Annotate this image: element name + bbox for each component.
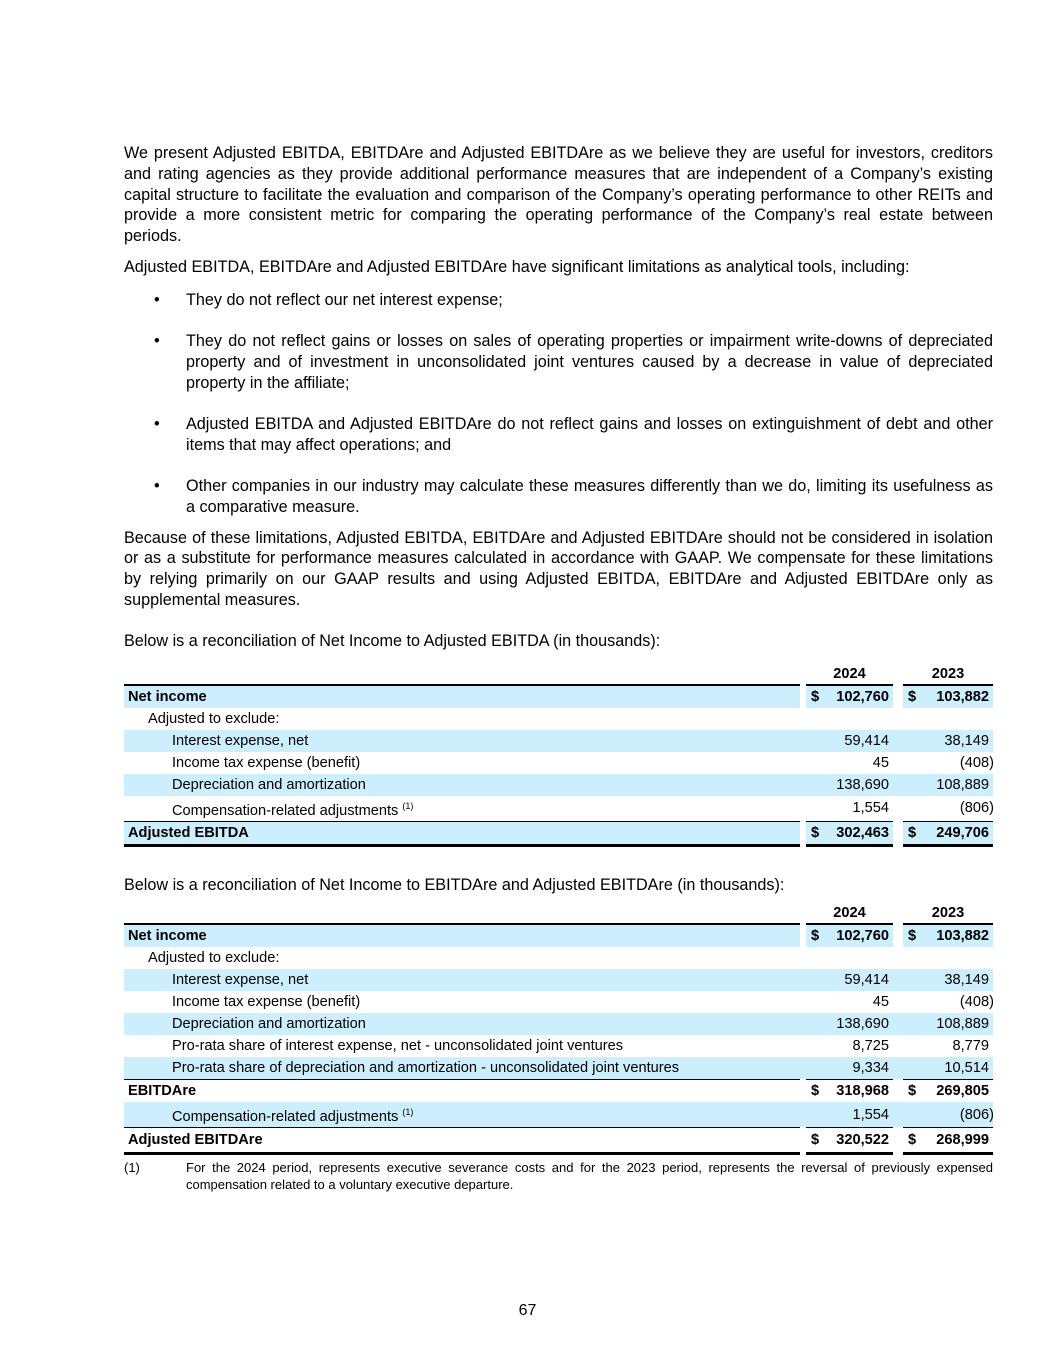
row-label: Net income: [124, 684, 800, 708]
row-label: Net income: [124, 923, 800, 947]
bullet-icon: •: [154, 332, 160, 351]
value-2024: 138,690: [836, 1016, 889, 1033]
footnote-marker: (1): [124, 1160, 140, 1176]
row-label: Depreciation and amortization: [124, 1013, 800, 1035]
table-row-subtotal: [124, 1079, 993, 1102]
list-item: • They do not reflect our net interest expense;: [154, 290, 503, 309]
footnote-reference: (1): [402, 1107, 414, 1118]
row-label: Pro-rata share of depreciation and amortization - unconsolidated joint ventures: [124, 1057, 800, 1079]
row-label: Adjusted to exclude:: [148, 950, 280, 967]
value-2023: 268,999: [936, 1132, 989, 1149]
limitations-list: [124, 290, 993, 518]
row-label: Interest expense, net: [124, 969, 800, 991]
table-header-row: [124, 903, 993, 923]
row-label: Income tax expense (benefit): [172, 754, 361, 771]
table-row: [124, 969, 993, 991]
table-row: [124, 730, 993, 752]
row-label: Adjusted EBITDA: [124, 821, 800, 847]
currency-symbol: $: [811, 824, 820, 841]
adjusted-ebitda-table: [124, 664, 993, 847]
table-row: [124, 1102, 993, 1127]
paragraph-limitations-intro: Adjusted EBITDA, EBITDAre and Adjusted EBITDAre have significant limitations as analytical tools, including:: [124, 257, 910, 276]
currency-symbol: $: [908, 1083, 917, 1100]
footnote-reference: (1): [402, 800, 414, 811]
table-header-row: [124, 664, 993, 684]
value-2023: 10,514: [944, 1060, 989, 1077]
value-2023: (408): [959, 754, 994, 771]
value-2024: 318,968: [836, 1083, 889, 1100]
column-header-2023: 2023: [931, 905, 965, 922]
table-row: [124, 796, 993, 821]
value-2023: (806): [959, 800, 994, 817]
currency-symbol: $: [811, 928, 820, 945]
footnote-text: For the 2024 period, represents executive severance costs and for the 2023 period, represents the reversal of previously expensed compensation related to a voluntary executive departure.: [186, 1160, 993, 1193]
value-2024: 102,760: [836, 688, 889, 705]
row-label: EBITDAre: [124, 1079, 800, 1102]
row-label: Interest expense, net: [124, 730, 800, 752]
list-item: • They do not reflect gains or losses on sales of operating properties or impairment write-downs of depreciated property and of investment in unconsolidated joint ventures caused by a decrease in value of depreciated property in the affiliate;: [154, 332, 993, 392]
currency-symbol: $: [908, 688, 917, 705]
currency-symbol: $: [908, 928, 917, 945]
footnote: [124, 1159, 993, 1193]
document-body: [124, 143, 993, 1193]
value-2024: 9,334: [852, 1060, 889, 1077]
table-row: [124, 923, 993, 947]
value-2023: 249,706: [936, 824, 989, 841]
table-row: [124, 708, 993, 730]
paragraph-purpose: We present Adjusted EBITDA, EBITDAre and Adjusted EBITDAre as we believe they are useful for investors, creditors and rating agencies as they provide additional performance measures that are independent of a Company’s existing capital structure to facilitate the evaluation and comparison of the Company’s operating performance to other REITs and provide a more consistent metric for comparing the operating performance of the Company’s real estate between periods.: [124, 144, 993, 246]
value-2023: 8,779: [952, 1038, 989, 1055]
row-label: Compensation-related adjustments $^{(1)}$: [172, 800, 414, 819]
row-label: Pro-rata share of interest expense, net - unconsolidated joint ventures: [172, 1038, 624, 1055]
table-row: [124, 1013, 993, 1035]
table-row: [124, 752, 993, 774]
page-number: 67: [518, 1302, 537, 1319]
table-row: [124, 991, 993, 1013]
value-2024: 138,690: [836, 776, 889, 793]
currency-symbol: $: [908, 824, 917, 841]
value-2023: 108,889: [936, 776, 989, 793]
value-2024: 1,554: [852, 800, 889, 817]
value-2023: 103,882: [936, 928, 989, 945]
value-2023: 108,889: [936, 1016, 989, 1033]
row-label: Compensation-related adjustments $^{(1)}$: [124, 1102, 800, 1127]
value-2023: 103,882: [936, 688, 989, 705]
value-2024: 59,414: [844, 732, 889, 749]
table-row: [124, 774, 993, 796]
value-2024: 320,522: [836, 1132, 889, 1149]
list-item: • Other companies in our industry may calculate these measures differently than we do, limiting its usefulness as a comparative measure.: [154, 477, 993, 516]
value-2023: 38,149: [944, 972, 989, 989]
currency-symbol: $: [811, 1132, 820, 1149]
bullet-icon: •: [154, 477, 160, 496]
currency-symbol: $: [908, 1132, 917, 1149]
table1-intro: Below is a reconciliation of Net Income to Adjusted EBITDA (in thousands):: [124, 631, 661, 650]
row-label: Income tax expense (benefit): [172, 994, 361, 1011]
column-header-2024: 2024: [833, 905, 866, 922]
value-2024: 302,463: [836, 824, 889, 841]
list-item: • Adjusted EBITDA and Adjusted EBITDAre do not reflect gains and losses on extinguishment of debt and other items that may affect operations; and: [154, 414, 993, 454]
ebitdare-table: [124, 903, 993, 1155]
column-header-2023: 2023: [931, 665, 965, 682]
table-row: [124, 947, 993, 969]
currency-symbol: $: [811, 1083, 820, 1100]
value-2024: 45: [872, 994, 889, 1011]
value-2024: 59,414: [844, 972, 889, 989]
bullet-icon: •: [154, 290, 160, 309]
value-2024: 8,725: [852, 1038, 889, 1055]
value-2024: 45: [872, 754, 889, 771]
table-row: [124, 1035, 993, 1057]
currency-symbol: $: [811, 688, 820, 705]
table-row: [124, 1057, 993, 1079]
paragraph-compensation: Because of these limitations, Adjusted EBITDA, EBITDAre and Adjusted EBITDAre should not be considered in isolation or as a substitute for performance measures calculated in accordance with GAAP. We compensate for these limitations by relying primarily on our GAAP results and using Adjusted EBITDA, EBITDAre and Adjusted EBITDAre only as supplemental measures.: [124, 528, 993, 610]
table-row: [124, 684, 993, 708]
row-label: Adjusted to exclude:: [148, 710, 280, 727]
table-row-total: [124, 821, 993, 847]
row-label: Depreciation and amortization: [124, 774, 800, 796]
value-2024: 102,760: [836, 928, 889, 945]
table-row-total: [124, 1127, 993, 1155]
value-2023: (408): [959, 994, 994, 1011]
bullet-icon: •: [154, 414, 160, 433]
table2-intro: Below is a reconciliation of Net Income to EBITDAre and Adjusted EBITDAre (in thousands):: [124, 875, 785, 894]
value-2023: 269,805: [936, 1083, 989, 1100]
column-header-2024: 2024: [833, 665, 866, 682]
value-2023: (806): [959, 1106, 994, 1123]
value-2023: 38,149: [944, 732, 989, 749]
row-label: Adjusted EBITDAre: [124, 1127, 800, 1155]
value-2024: 1,554: [852, 1106, 889, 1123]
